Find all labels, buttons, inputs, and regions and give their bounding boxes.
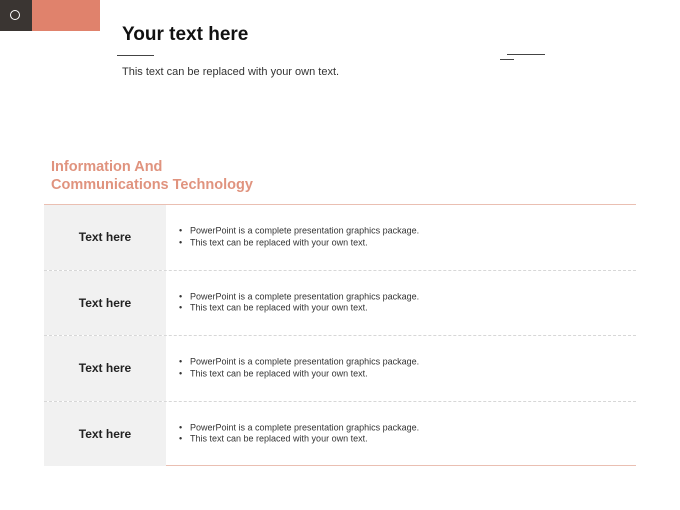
decorative-rule	[507, 54, 545, 55]
bullet-item: • PowerPoint is a complete presentation graphics package.	[179, 357, 419, 369]
table-row	[44, 271, 636, 337]
row-bullets	[179, 357, 419, 380]
title-underline	[117, 55, 154, 56]
row-label: Text here	[44, 271, 166, 336]
bullet-item: • This text can be replaced with your own text.	[179, 303, 419, 315]
bullet-item: • This text can be replaced with your own text.	[179, 368, 419, 380]
bullet-item: • PowerPoint is a complete presentation graphics package.	[179, 422, 419, 434]
section-heading	[51, 158, 253, 194]
bullet-item: • This text can be replaced with your own text.	[179, 434, 419, 446]
table-row	[44, 205, 636, 271]
section-heading-line1: Information And	[51, 159, 163, 175]
page-subtitle: This text can be replaced with your own text.	[122, 66, 340, 78]
row-label: Text here	[44, 336, 166, 401]
row-bullets	[179, 422, 419, 445]
corner-block	[0, 0, 32, 31]
section-heading-line2: Communications Technology	[51, 177, 253, 193]
bullet-item: • This text can be replaced with your own text.	[179, 237, 419, 249]
row-bullets	[179, 226, 419, 249]
info-table	[44, 204, 636, 466]
row-label: Text here	[44, 402, 166, 467]
table-row	[44, 336, 636, 402]
row-bullets	[179, 291, 419, 314]
page-title: Your text here	[122, 24, 249, 45]
corner-accent-bar	[32, 0, 100, 31]
decorative-rule-short	[500, 59, 514, 60]
circle-icon	[10, 10, 20, 20]
table-row	[44, 402, 636, 467]
bullet-item: • PowerPoint is a complete presentation graphics package.	[179, 291, 419, 303]
row-label: Text here	[44, 205, 166, 270]
bullet-item: • PowerPoint is a complete presentation graphics package.	[179, 226, 419, 238]
